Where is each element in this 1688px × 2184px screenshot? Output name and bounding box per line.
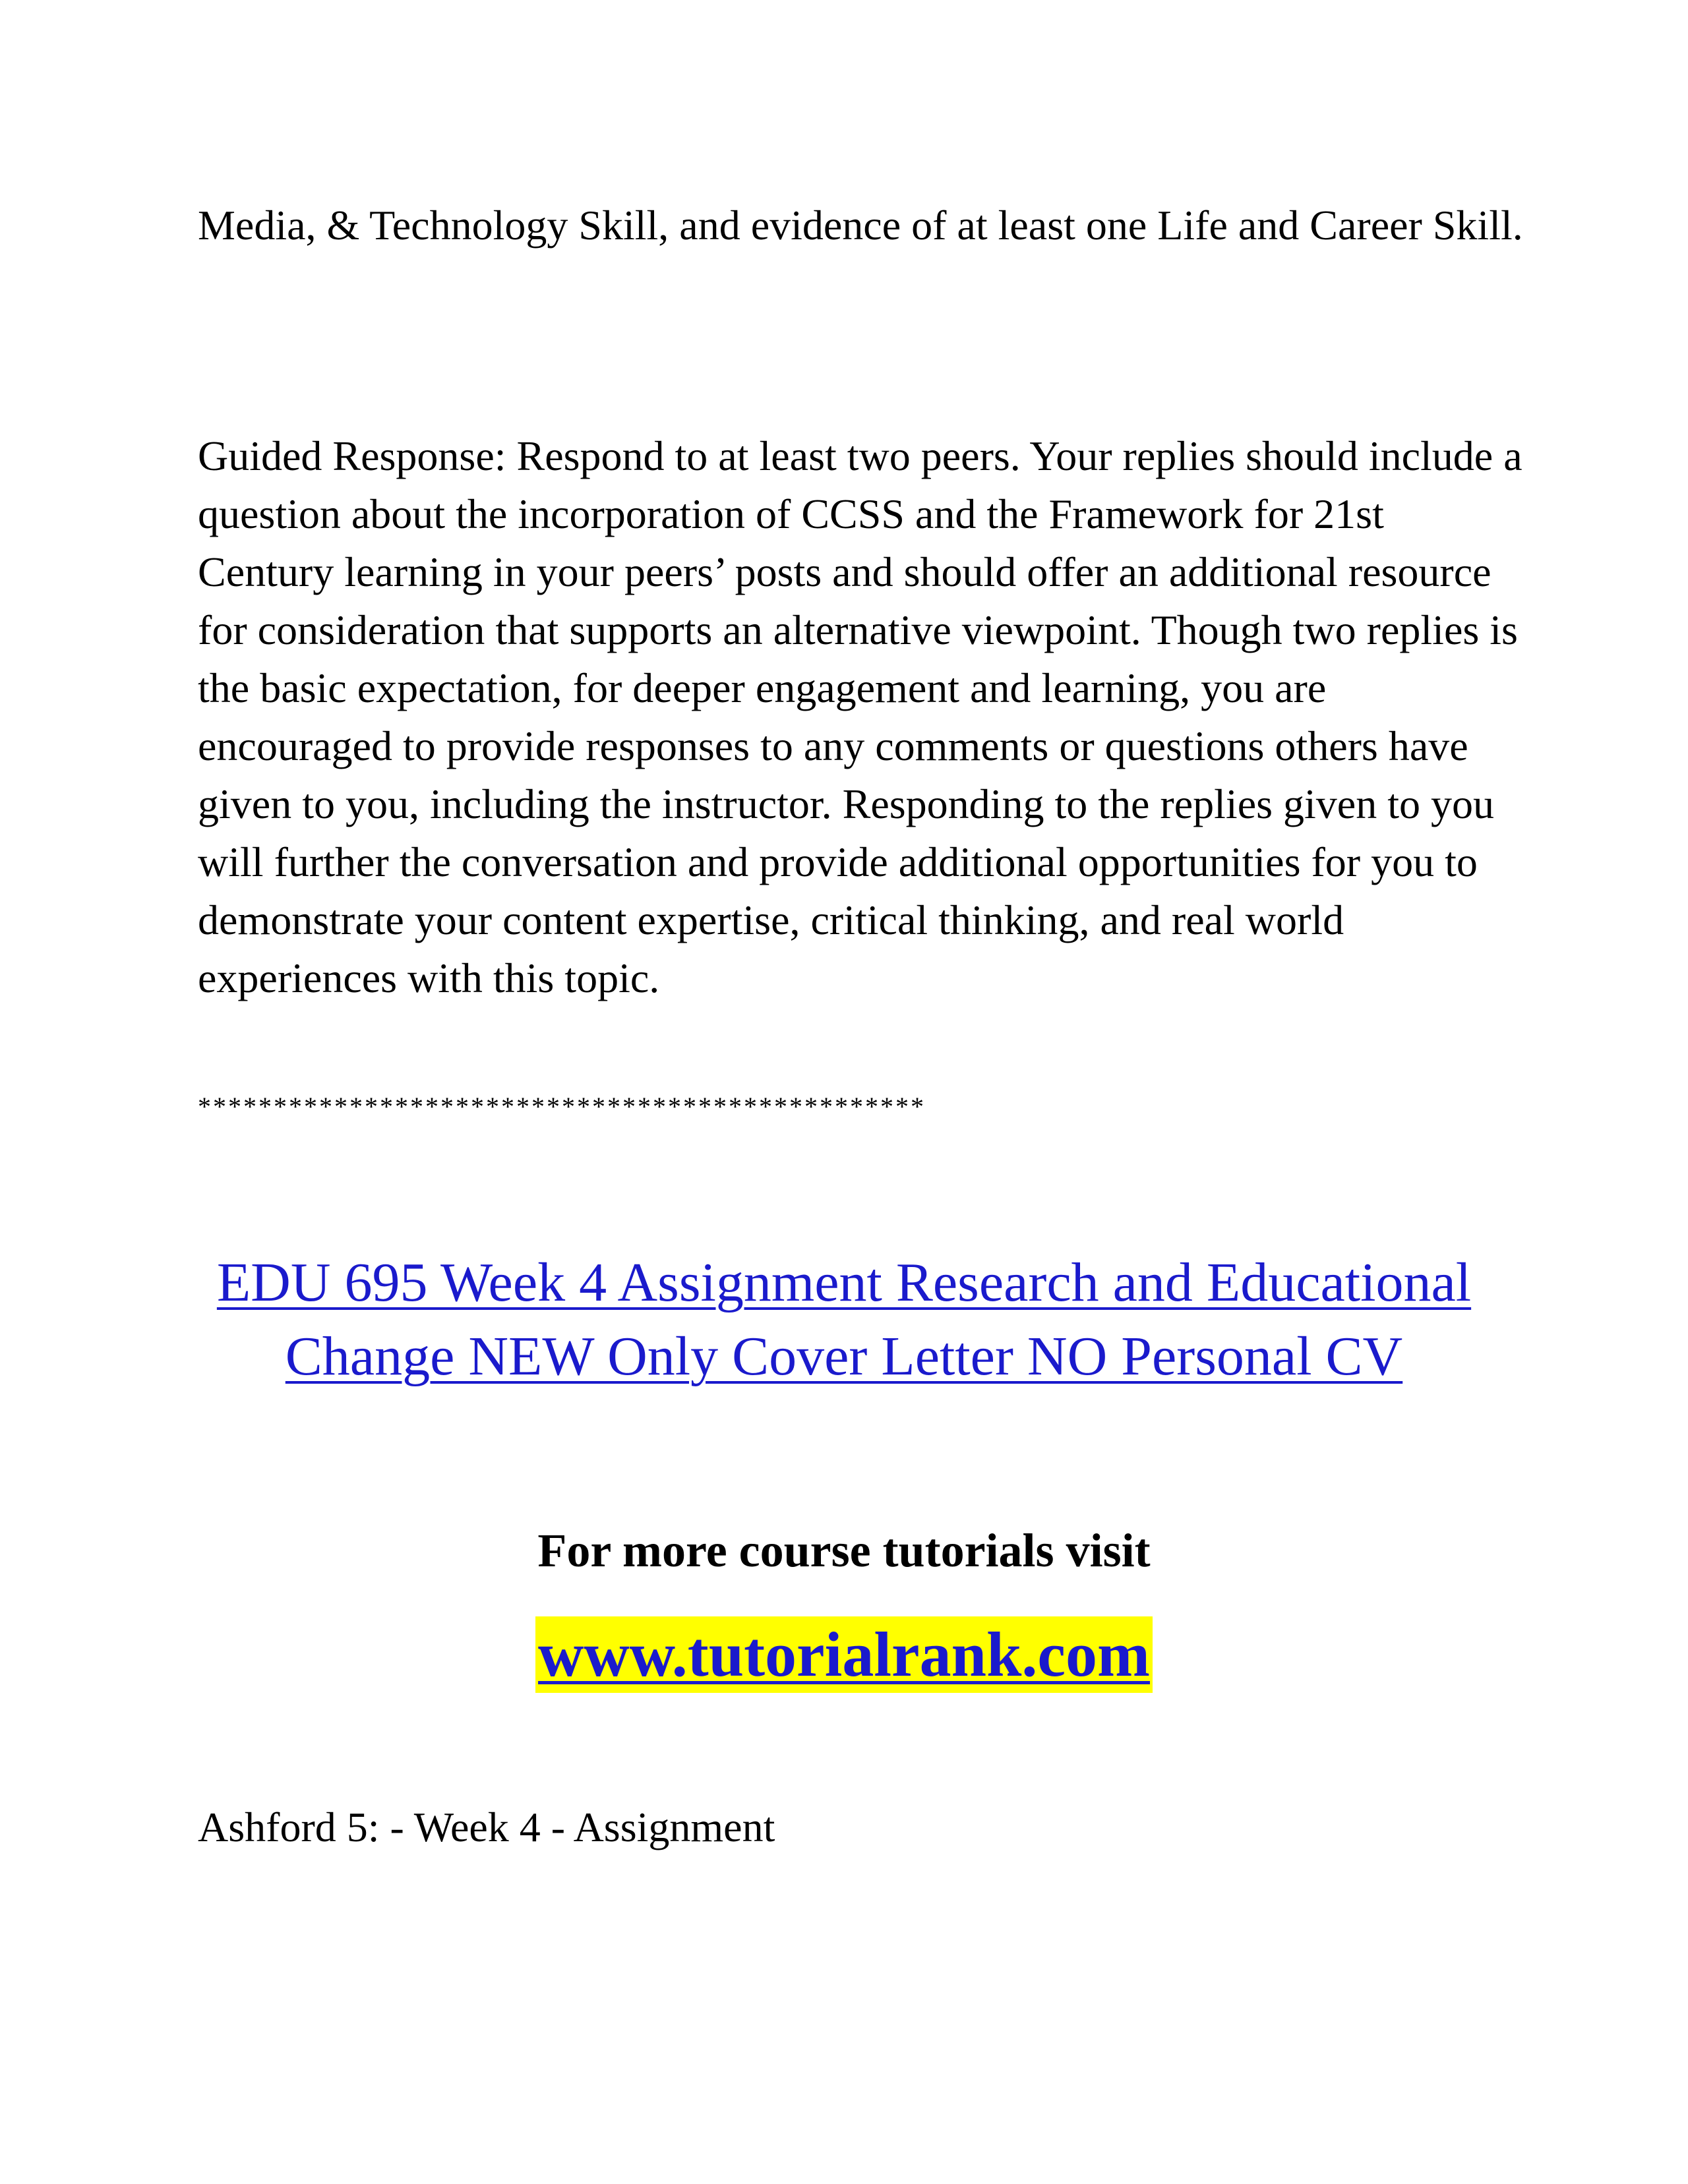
more-tutorials-heading: For more course tutorials visit <box>537 1524 1151 1577</box>
intro-paragraph: Media, & Technology Skill, and evidence of at least one Life and Career Skill. <box>198 202 1523 249</box>
website-link-container <box>185 1616 1503 1693</box>
asterisk-separator: ************************************************ <box>198 1092 926 1121</box>
course-footer-line: Ashford 5: - Week 4 - Assignment <box>198 1804 775 1850</box>
website-link[interactable]: www.tutorialrank.com <box>535 1616 1153 1693</box>
guided-response-paragraph: Guided Response: Respond to at least two peers. Your replies should include a question about the incorporation of CCSS and the Framework for 21st Century learning in your peers’ posts and should offer an additional resource for consideration that supports an alternative viewpoint. Though two replies is the basic expectation, for deeper engagement and learning, you are encouraged to provide responses to any comments or questions others have given to you, including the instructor. Responding to the replies given to you will further the conversation and provide additional opportunities for you to demonstrate your content expertise, critical thinking, and real world experiences with this topic. <box>198 432 1522 1001</box>
assignment-title-link[interactable]: EDU 695 Week 4 Assignment Research and Educational Change NEW Only Cover Letter NO Personal CV <box>216 1252 1472 1387</box>
